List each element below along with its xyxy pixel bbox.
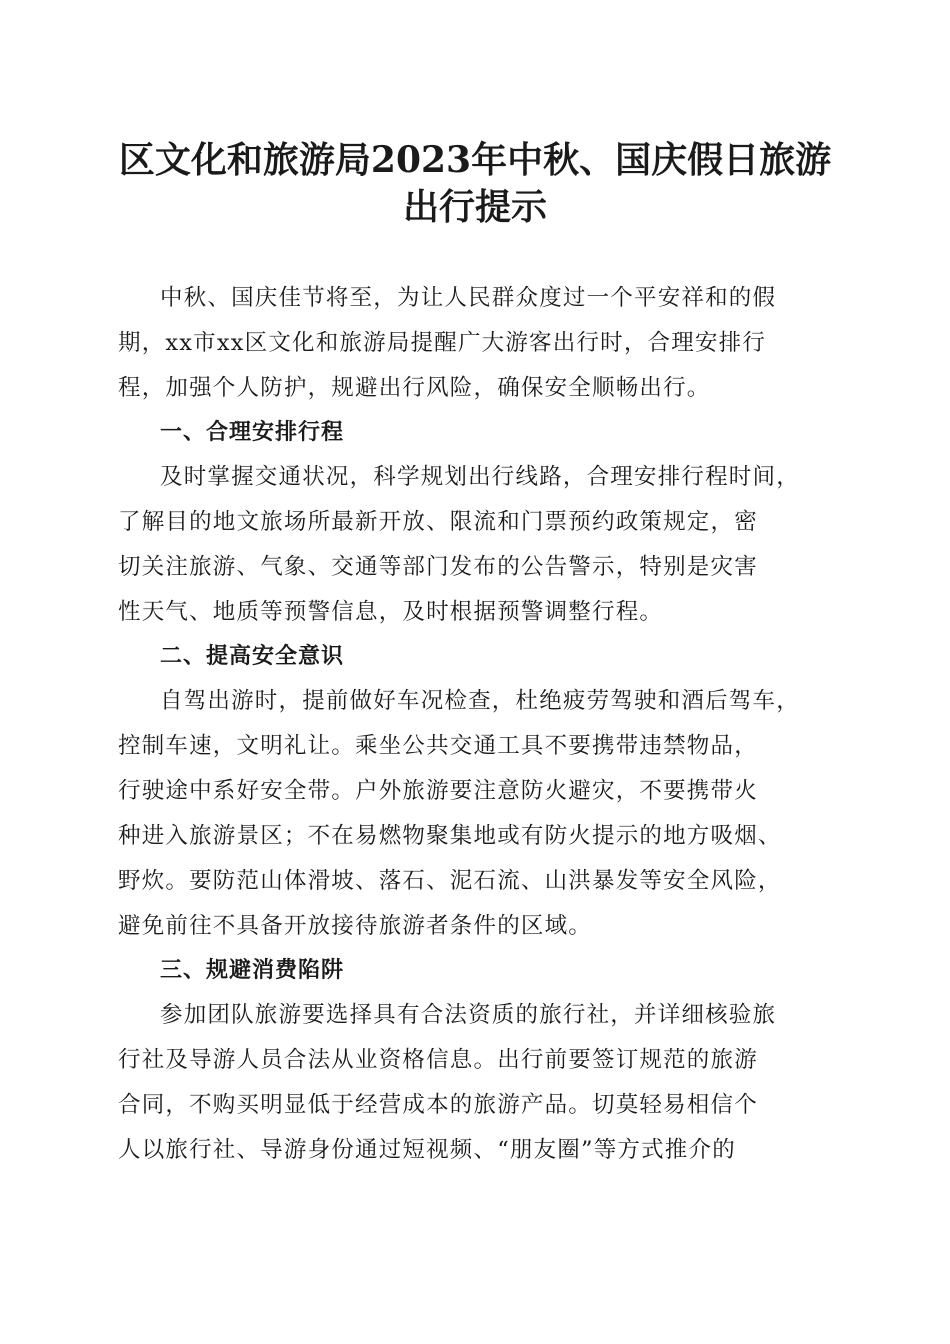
- section-2-line-5: 野炊。要防范山体滑坡、落石、泥石流、山洪暴发等安全风险，: [118, 868, 782, 894]
- section-heading-2: 二、提高安全意识: [160, 644, 345, 669]
- section-2-line-4: 种进入旅游景区；不在易燃物聚集地或有防火提示的地方吸烟、: [118, 823, 782, 849]
- section-heading-3: 三、规避消费陷阱: [160, 958, 345, 983]
- document-title-line-2: 出行提示: [402, 186, 547, 228]
- section-3-line-2: 行社及导游人员合法从业资格信息。出行前要签订规范的旅游: [118, 1047, 758, 1073]
- section-2-line-3: 行驶途中系好安全带。户外旅游要注意防火避灾，不要携带火: [118, 778, 758, 804]
- intro-line-2: 期，xx市xx区文化和旅游局提醒广大游客出行时，合理安排行: [118, 330, 767, 356]
- section-2-line-1: 自驾出游时，提前做好车况检查，杜绝疲劳驾驶和酒后驾车，: [160, 688, 800, 714]
- document-title-line-1: 区文化和旅游局2023年中秋、国庆假日旅游: [118, 139, 832, 181]
- section-1-line-2: 了解目的地文旅场所最新开放、限流和门票预约政策规定，密: [118, 509, 758, 535]
- section-3-line-1: 参加团队旅游要选择具有合法资质的旅行社，并详细核验旅: [160, 1002, 777, 1028]
- section-1-line-4: 性天气、地质等预警信息，及时根据预警调整行程。: [118, 599, 664, 625]
- section-3-line-3: 合同，不购买明显低于经营成本的旅游产品。切莫轻易相信个: [118, 1092, 758, 1118]
- section-1-line-3: 切关注旅游、气象、交通等部门发布的公告警示，特别是灾害: [118, 554, 758, 580]
- section-2-line-2: 控制车速，文明礼让。乘坐公共交通工具不要携带违禁物品，: [118, 733, 758, 759]
- intro-line-1: 中秋、国庆佳节将至，为让人民群众度过一个平安祥和的假: [160, 285, 777, 311]
- intro-line-3: 程，加强个人防护，规避出行风险，确保安全顺畅出行。: [118, 375, 711, 401]
- section-1-line-1: 及时掌握交通状况，科学规划出行线路，合理安排行程时间，: [160, 464, 800, 490]
- section-3-line-4: 人以旅行社、导游身份通过短视频、“朋友圈”等方式推介的: [118, 1137, 736, 1163]
- section-2-line-6: 避免前往不具备开放接待旅游者条件的区域。: [118, 913, 593, 939]
- section-heading-1: 一、合理安排行程: [160, 420, 345, 445]
